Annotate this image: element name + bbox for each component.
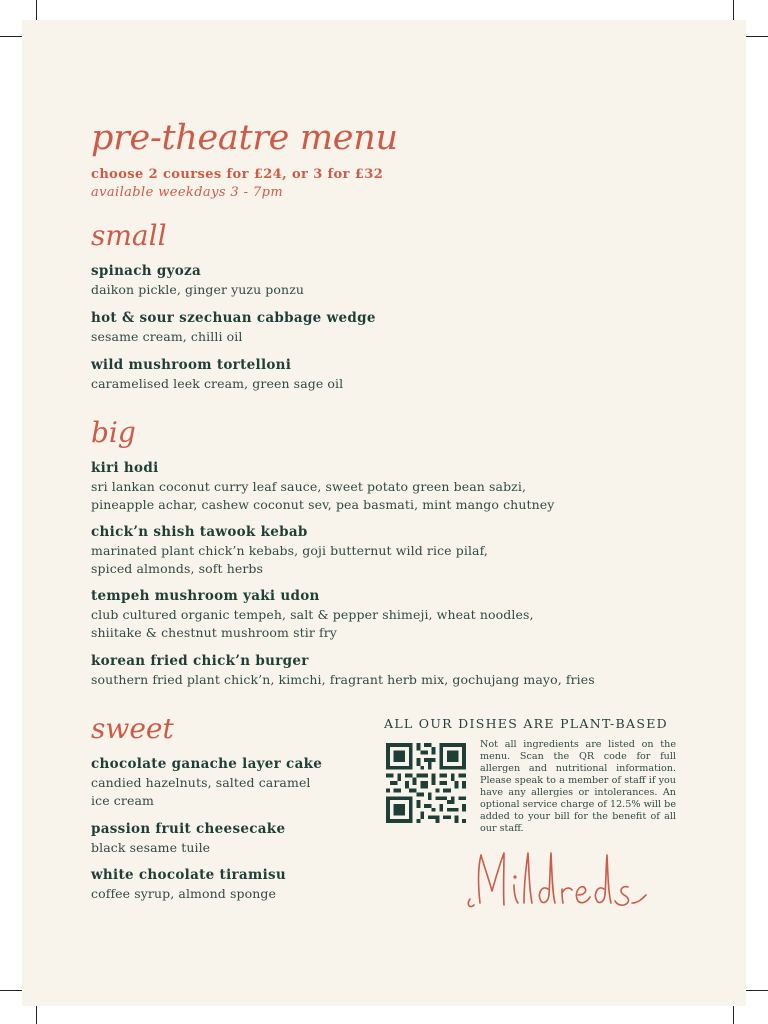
qr-code-icon[interactable] [384,743,468,823]
dish-description: candied hazelnuts, salted caramel [91,775,311,790]
dish-description: spiced almonds, soft herbs [91,561,264,576]
menu-title: pre-theatre menu [91,118,398,158]
crop-mark [733,0,734,22]
dish-description: southern fried plant chick’n, kimchi, fragrant herb mix, gochujang mayo, fries [91,672,595,687]
plant-based-heading: ALL OUR DISHES ARE PLANT-BASED [384,716,668,731]
crop-mark [36,0,37,22]
dish-name: chick’n shish tawook kebab [91,524,308,540]
section-heading-small: small [91,219,167,252]
dish-name: wild mushroom tortelloni [91,357,292,373]
dish-description: ice cream [91,793,154,808]
crop-mark [746,36,768,37]
crop-mark [746,990,768,991]
menu-availability: available weekdays 3 - 7pm [91,185,284,200]
dish-name: hot & sour szechuan cabbage wedge [91,310,376,326]
crop-mark [0,990,22,991]
dish-name: passion fruit cheesecake [91,821,286,837]
mildreds-logo [452,845,682,915]
dish-description: caramelised leek cream, green sage oil [91,376,344,391]
crop-mark [36,1004,37,1024]
dish-name: chocolate ganache layer cake [91,756,323,772]
dish-name: kiri hodi [91,460,159,476]
dish-description: pineapple achar, cashew coconut sev, pea basmati, mint mango chutney [91,497,555,512]
dish-description: black sesame tuile [91,840,211,855]
dish-name: spinach gyoza [91,263,202,279]
dish-description: sesame cream, chilli oil [91,329,243,344]
menu-page [22,20,746,1006]
dish-description: daikon pickle, ginger yuzu ponzu [91,282,305,297]
menu-pricing: choose 2 courses for £24, or 3 for £32 [91,167,384,182]
crop-mark [733,1004,734,1024]
dish-name: white chocolate tiramisu [91,867,287,883]
section-heading-big: big [91,416,136,449]
dish-description: club cultured organic tempeh, salt & pepper shimeji, wheat noodles, [91,607,534,622]
dish-name: tempeh mushroom yaki udon [91,588,320,604]
allergen-note: Not all ingredients are listed on the menu. Scan the QR code for full allergen and nutritional information. Please speak to a member of staff if you have any allergies or intolerances. An optional service charge of 12.5% will be added to your bill for the benefit of all our staff. [480,739,676,834]
dish-description: shiitake & chestnut mushroom stir fry [91,625,337,640]
crop-mark [0,36,22,37]
dish-name: korean fried chick’n burger [91,653,309,669]
dish-description: marinated plant chick’n kebabs, goji butternut wild rice pilaf, [91,543,488,558]
dish-description: coffee syrup, almond sponge [91,886,276,901]
dish-description: sri lankan coconut curry leaf sauce, sweet potato green bean sabzi, [91,479,527,494]
section-heading-sweet: sweet [91,712,174,745]
